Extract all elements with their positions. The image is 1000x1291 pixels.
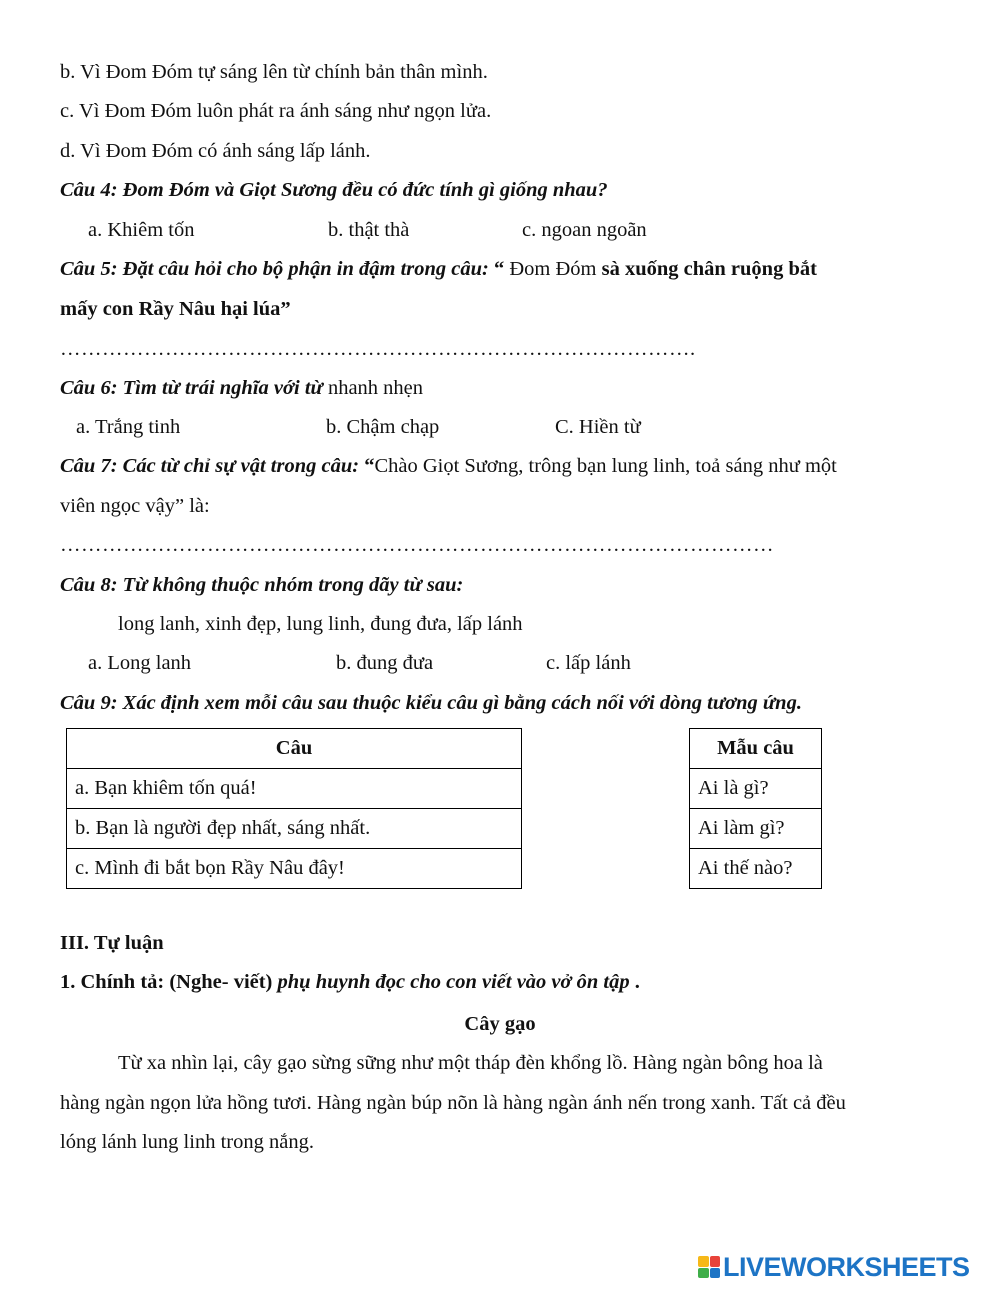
q7-label: Câu 7: Các từ chỉ sự vật trong câu: xyxy=(60,455,360,477)
q5-bold-continued: mấy con Rầy Nâu hại lúa” xyxy=(60,298,291,320)
q4-option-b: b. thật thà xyxy=(328,219,410,241)
q5-quote: “ xyxy=(488,258,510,280)
sentence-a[interactable]: a. Bạn khiêm tốn quá! xyxy=(67,769,522,809)
passage-line-2: hàng ngàn ngọn lửa hồng tươi. Hàng ngàn búp nõn là hàng ngàn ánh nến trong xanh. Tất cả đều xyxy=(60,1092,846,1114)
section-heading: III. Tự luận xyxy=(60,932,164,954)
q4-option-a: a. Khiêm tốn xyxy=(88,219,195,241)
q6-option-a: a. Trắng tinh xyxy=(76,416,181,438)
passage-line-1: Từ xa nhìn lại, cây gạo sừng sững như một tháp đèn khổng lồ. Hàng ngàn bông hoa là xyxy=(118,1052,823,1074)
question-4: Câu 4: Đom Đóm và Giọt Sương đều có đức tính gì giống nhau? xyxy=(60,179,608,201)
q6-option-c: C. Hiền từ xyxy=(555,416,641,438)
question-6 xyxy=(60,376,423,400)
question-9: Câu 9: Xác định xem mỗi câu sau thuộc kiểu câu gì bằng cách nối với dòng tương ứng. xyxy=(60,692,802,714)
passage-line-3: lóng lánh lung linh trong nắng. xyxy=(60,1131,314,1153)
q7-quote: “ xyxy=(359,455,375,477)
q5-plain: Đom Đóm xyxy=(509,258,597,280)
table-row xyxy=(690,769,822,809)
table-row xyxy=(690,809,822,849)
q5-answer-blank[interactable]: ………………………………………………………………………………. xyxy=(60,338,696,360)
passage-title: Cây gạo xyxy=(464,1013,536,1035)
sentence-table xyxy=(66,728,522,889)
question-7 xyxy=(60,454,837,478)
q6-label: Câu 6: Tìm từ trái nghĩa với từ xyxy=(60,377,323,399)
answer-option-c: c. Vì Đom Đóm luôn phát ra ánh sáng như ngọn lửa. xyxy=(60,100,492,122)
q4-option-c: c. ngoan ngoãn xyxy=(522,219,647,241)
pattern-ai-the-nao[interactable]: Ai thế nào? xyxy=(690,849,822,889)
sentence-column-header: Câu xyxy=(67,729,522,769)
sentence-c[interactable]: c. Mình đi bắt bọn Rầy Nâu đây! xyxy=(67,849,522,889)
question-8: Câu 8: Từ không thuộc nhóm trong dãy từ sau: xyxy=(60,574,464,596)
q7-text: Chào Giọt Sương, trông bạn lung linh, toả sáng như một xyxy=(374,455,837,477)
table-row xyxy=(67,769,522,809)
q8-word-list: long lanh, xinh đẹp, lung linh, đung đưa, lấp lánh xyxy=(118,613,523,635)
dictation-label: 1. Chính tả: (Nghe- viết) xyxy=(60,971,273,993)
liveworksheets-logo[interactable] xyxy=(698,1252,970,1282)
pattern-ai-lam-gi[interactable]: Ai làm gì? xyxy=(690,809,822,849)
dictation-instruction xyxy=(60,970,640,994)
q6-option-b: b. Chậm chạp xyxy=(326,416,440,438)
question-5 xyxy=(60,257,817,281)
q7-text-continued: viên ngọc vậy” là: xyxy=(60,495,210,517)
pattern-ai-la-gi[interactable]: Ai là gì? xyxy=(690,769,822,809)
q7-answer-blank[interactable]: ………………………………………………………………………………………… xyxy=(60,534,774,556)
q8-option-c: c. lấp lánh xyxy=(546,652,631,674)
q6-word: nhanh nhẹn xyxy=(322,377,424,399)
answer-option-b: b. Vì Đom Đóm tự sáng lên từ chính bản thân mình. xyxy=(60,61,488,83)
table-row xyxy=(67,809,522,849)
table-header-row xyxy=(690,729,822,769)
liveworksheets-logo-icon xyxy=(698,1256,720,1278)
q8-option-b: b. đung đưa xyxy=(336,652,434,674)
table-row xyxy=(690,849,822,889)
q8-option-a: a. Long lanh xyxy=(88,652,192,674)
dictation-note: phụ huynh đọc cho con viết vào vở ôn tập xyxy=(272,971,630,993)
answer-option-d: d. Vì Đom Đóm có ánh sáng lấp lánh. xyxy=(60,140,371,162)
pattern-column-header: Mẫu câu xyxy=(690,729,822,769)
brand-name: LIVEWORKSHEETS xyxy=(723,1251,970,1282)
sentence-b[interactable]: b. Bạn là người đẹp nhất, sáng nhất. xyxy=(67,809,522,849)
pattern-table xyxy=(689,728,822,889)
table-row xyxy=(67,849,522,889)
q5-bold-part: sà xuống chân ruộng bắt xyxy=(596,258,817,280)
dictation-end: . xyxy=(629,971,640,993)
q5-label: Câu 5: Đặt câu hỏi cho bộ phận in đậm trong câu: xyxy=(60,258,489,280)
table-header-row xyxy=(67,729,522,769)
